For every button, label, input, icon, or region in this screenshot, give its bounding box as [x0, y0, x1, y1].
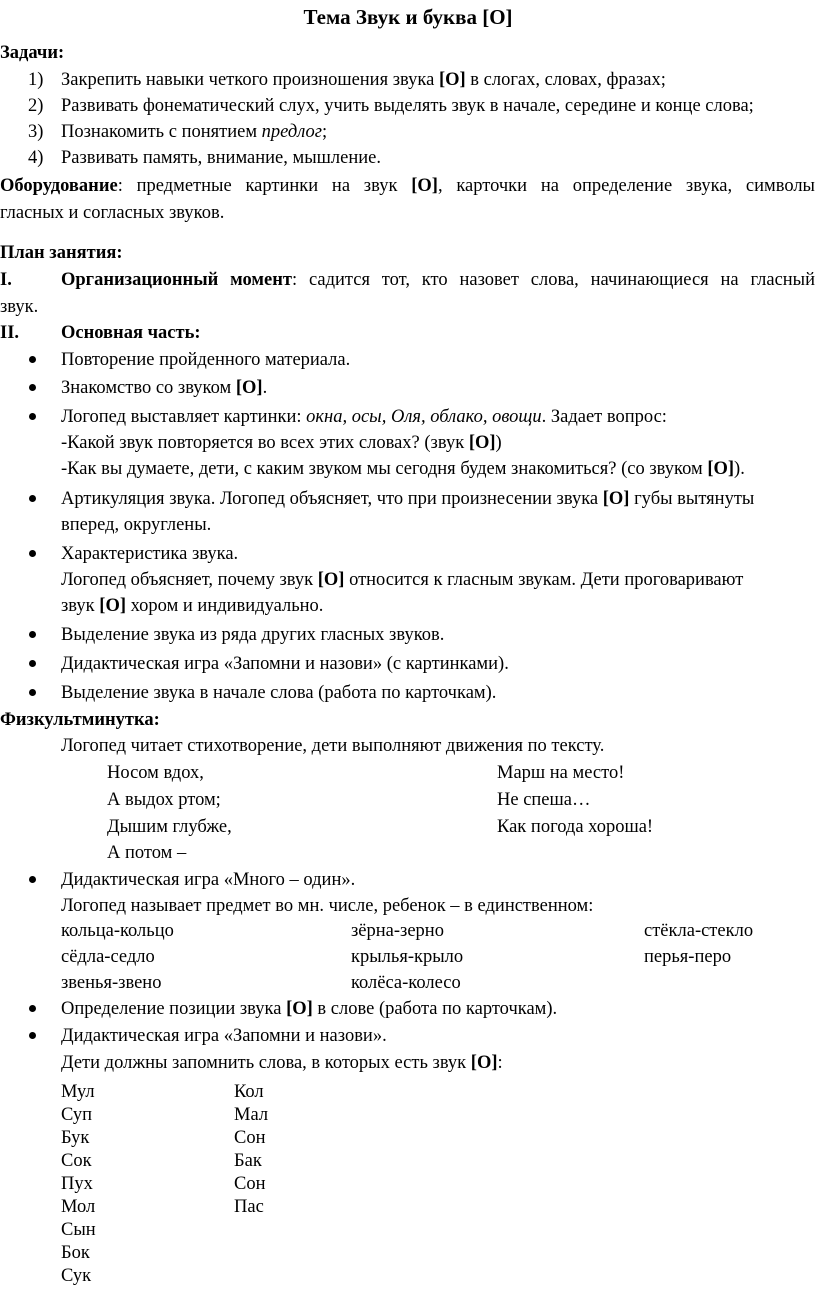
word-pair: крылья-крыло [351, 947, 464, 967]
list-item: Логопед выставляет картинки: окна, осы, Оля, облако, овощи. Задает вопрос: [61, 407, 667, 427]
game-title: Дидактическая игра «Много – один». [61, 870, 356, 890]
word: Сон [234, 1128, 266, 1148]
task-number: 1) [28, 70, 44, 90]
page-title: Тема Звук и буква [О] [303, 5, 513, 29]
list-item: Дидактическая игра «Запомни и назови» (с картинками). [61, 654, 509, 674]
game-intro: Дети должны запомнить слова, в которых есть звук [О]: [61, 1053, 503, 1073]
bullet-icon [29, 876, 36, 883]
fizkult-intro: Логопед читает стихотворение, дети выполняют движения по тексту. [61, 736, 605, 756]
list-item-cont: звук [О] хором и индивидуально. [61, 596, 324, 616]
word: Бок [61, 1243, 90, 1263]
list-item-cont: вперед, округлены. [61, 515, 212, 535]
bullet-icon [29, 495, 36, 502]
word-pair: колёса-колесо [351, 973, 461, 993]
section-number: I. [0, 270, 12, 290]
task-item: Закрепить навыки четкого произношения звука [О] в слогах, словах, фразах; [61, 70, 666, 90]
word: Мул [61, 1082, 95, 1102]
word: Кол [234, 1082, 264, 1102]
list-item: Характеристика звука. [61, 544, 239, 564]
word: Мол [61, 1197, 96, 1217]
word: Бук [61, 1128, 90, 1148]
poem-line: Не спеша… [497, 790, 591, 810]
tasks-heading: Задачи: [0, 43, 65, 63]
equipment-line-2: гласных и согласных звуков. [0, 203, 225, 223]
task-number: 4) [28, 148, 44, 168]
list-item: Знакомство со звуком [О]. [61, 378, 268, 398]
list-item-question: -Какой звук повторяется во всех этих словах? (звук [О]) [61, 433, 502, 453]
bullet-icon [29, 413, 36, 420]
poem-line: А потом – [107, 843, 187, 863]
task-number: 3) [28, 122, 44, 142]
task-item: Развивать память, внимание, мышление. [61, 148, 381, 168]
bullet-icon [29, 689, 36, 696]
bullet-icon [29, 384, 36, 391]
section-org-moment-cont: звук. [0, 297, 39, 317]
game-title: Дидактическая игра «Запомни и назови». [61, 1026, 387, 1046]
word: Пас [234, 1197, 264, 1217]
word-pair: сёдла-седло [61, 947, 155, 967]
task-item: Развивать фонематический слух, учить выделять звук в начале, середине и конце слова; [61, 96, 754, 116]
word-pair: звенья-звено [61, 973, 162, 993]
list-item: Определение позиции звука [О] в слове (работа по карточкам). [61, 999, 558, 1019]
bullet-icon [29, 550, 36, 557]
word: Сок [61, 1151, 92, 1171]
bullet-icon [29, 1005, 36, 1012]
list-item: Повторение пройденного материала. [61, 350, 351, 370]
bullet-icon [29, 631, 36, 638]
list-item-cont: Логопед объясняет, почему звук [О] относится к гласным звукам. Дети проговаривают [61, 570, 744, 590]
poem-line: А выдох ртом; [107, 790, 221, 810]
game-intro: Логопед называет предмет во мн. числе, ребенок – в единственном: [61, 896, 594, 916]
word-pair: перья-перо [644, 947, 732, 967]
poem-line: Носом вдох, [107, 763, 204, 783]
bullet-icon [29, 660, 36, 667]
poem-line: Марш на место! [497, 763, 625, 783]
bullet-icon [29, 356, 36, 363]
word-pair: кольца-кольцо [61, 921, 174, 941]
equipment-line: Оборудование: предметные картинки на звук [О], карточки на определение звука, символы [0, 176, 815, 196]
plan-heading: План занятия: [0, 243, 123, 263]
word-pair: стёкла-стекло [644, 921, 754, 941]
word: Пух [61, 1174, 93, 1194]
list-item-question: -Как вы думаете, дети, с каким звуком мы сегодня будем знакомиться? (со звуком [О]). [61, 459, 745, 479]
section-number: II. [0, 323, 20, 343]
list-item: Выделение звука из ряда других гласных звуков. [61, 625, 445, 645]
word: Бак [234, 1151, 262, 1171]
poem-line: Дышим глубже, [107, 817, 232, 837]
section-main-title: Основная часть: [61, 323, 201, 343]
poem-line: Как погода хороша! [497, 817, 654, 837]
word: Сын [61, 1220, 96, 1240]
task-number: 2) [28, 96, 44, 116]
word-pair: зёрна-зерно [351, 921, 444, 941]
task-item: Познакомить с понятием предлог; [61, 122, 328, 142]
word: Суп [61, 1105, 93, 1125]
section-org-moment: Организационный момент: садится тот, кто назовет слова, начинающиеся на гласный [61, 270, 816, 290]
list-item: Артикуляция звука. Логопед объясняет, что при произнесении звука [О] губы вытянуты [61, 489, 755, 509]
bullet-icon [29, 1032, 36, 1039]
word: Мал [234, 1105, 269, 1125]
list-item: Выделение звука в начале слова (работа по карточкам). [61, 683, 497, 703]
fizkult-heading: Физкультминутка: [0, 710, 160, 730]
word: Сон [234, 1174, 266, 1194]
word: Сук [61, 1266, 92, 1286]
